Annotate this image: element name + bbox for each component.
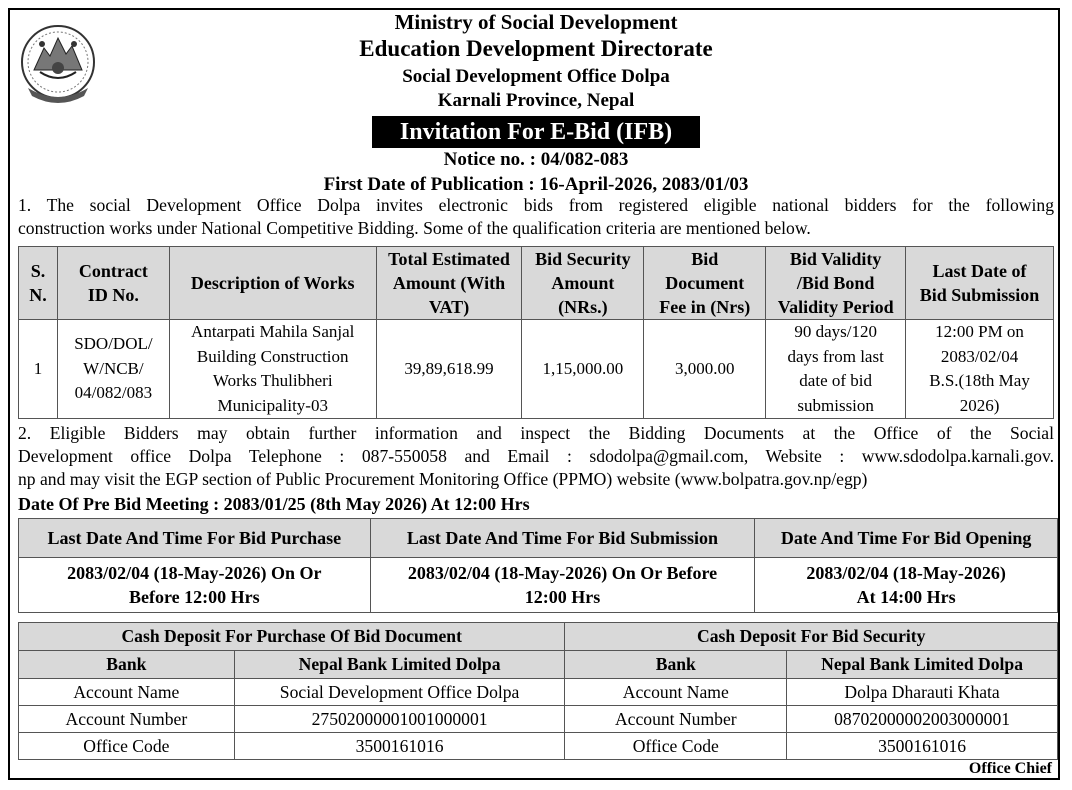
- cell-sn: 1: [19, 320, 58, 419]
- paragraph-2-line-1: 2. Eligible Bidders may obtain further information and inspect the Bidding Documents at the Office of the Social: [18, 423, 1054, 443]
- cell-bid-purchase: 2083/02/04 (18-May-2026) On Or Before 12:00 Hrs: [19, 558, 371, 613]
- header-description: Description of Works: [169, 247, 376, 320]
- header-bid-opening: Date And Time For Bid Opening: [755, 519, 1058, 558]
- header-document-fee: Bid Document Fee in (Nrs): [644, 247, 766, 320]
- cell-bid-submission: 2083/02/04 (18-May-2026) On Or Before 12:00 Hrs: [370, 558, 755, 613]
- publication-date: First Date of Publication : 16-April-2026, 2083/01/03: [323, 174, 749, 195]
- table-row: [19, 679, 1058, 706]
- paragraph-1: [18, 194, 1054, 240]
- cell-document-fee: 3,000.00: [644, 320, 766, 419]
- header-last-date: Last Date of Bid Submission: [906, 247, 1054, 320]
- right-value: 08702000002003000001: [787, 706, 1058, 733]
- row-label: Office Code: [19, 733, 235, 760]
- paragraph-1-line-2: construction works under National Competitive Bidding. Some of the qualification criteria are mentioned below.: [18, 218, 811, 238]
- right-bank-name: Nepal Bank Limited Dolpa: [787, 651, 1058, 679]
- bank-label: Bank: [19, 651, 235, 679]
- notice-title: Invitation For E-Bid (IFB): [372, 116, 700, 148]
- cell-bid-security: 1,15,000.00: [522, 320, 644, 419]
- right-value: Dolpa Dharauti Khata: [787, 679, 1058, 706]
- row-label: Account Name: [565, 679, 787, 706]
- header-total-amount: Total Estimated Amount (With VAT): [376, 247, 522, 320]
- left-value: Social Development Office Dolpa: [234, 679, 565, 706]
- cell-last-date: 12:00 PM on 2083/02/04 B.S.(18th May 2026): [906, 320, 1054, 419]
- left-value: 27502000001001000001: [234, 706, 565, 733]
- right-value: 3500161016: [787, 733, 1058, 760]
- cell-bid-opening: 2083/02/04 (18-May-2026) At 14:00 Hrs: [755, 558, 1058, 613]
- paragraph-2-line-2: Development office Dolpa Telephone : 087-550058 and Email : sdodolpa@gmail.com, Website : www.sdodolpa.karnali.gov.: [18, 446, 1054, 466]
- paragraph-1-line-1: 1. The social Development Office Dolpa invites electronic bids from registered eligible national bidders for the following: [18, 195, 1054, 215]
- province-name: Karnali Province, Nepal: [437, 90, 635, 111]
- deposit-bank-row: [19, 651, 1058, 679]
- notice-page: [8, 8, 1060, 780]
- table-row: [19, 706, 1058, 733]
- cell-description: Antarpati Mahila Sanjal Building Construction Works Thulibheri Municipality-03: [169, 320, 376, 419]
- deposit-security-title: Cash Deposit For Bid Security: [565, 623, 1058, 651]
- bid-dates-table: [18, 518, 1058, 613]
- row-label: Account Number: [19, 706, 235, 733]
- header-contract-id: Contract ID No.: [57, 247, 169, 320]
- table-row: [19, 558, 1058, 613]
- row-label: Account Name: [19, 679, 235, 706]
- cash-deposit-table: [18, 622, 1058, 760]
- header-sn: S. N.: [19, 247, 58, 320]
- directorate-name: Education Development Directorate: [359, 36, 713, 61]
- paragraph-2-line-3: np and may visit the EGP section of Public Procurement Monitoring Office (PPMO) website (www.bolpatra.gov.np/egp): [18, 469, 868, 489]
- bank-label: Bank: [565, 651, 787, 679]
- cell-bid-validity: 90 days/120 days from last date of bid submission: [766, 320, 906, 419]
- left-bank-name: Nepal Bank Limited Dolpa: [234, 651, 565, 679]
- header-bid-validity: Bid Validity /Bid Bond Validity Period: [766, 247, 906, 320]
- cell-contract-id: SDO/DOL/ W/NCB/ 04/082/083: [57, 320, 169, 419]
- header-bid-purchase: Last Date And Time For Bid Purchase: [19, 519, 371, 558]
- ministry-name: Ministry of Social Development: [394, 10, 678, 34]
- pre-bid-meeting: Date Of Pre Bid Meeting : 2083/01/25 (8th May 2026) At 12:00 Hrs: [18, 494, 530, 514]
- header-bid-security: Bid Security Amount (NRs.): [522, 247, 644, 320]
- left-value: 3500161016: [234, 733, 565, 760]
- paragraph-2: [18, 422, 1054, 491]
- dates-header-row: [19, 519, 1058, 558]
- row-label: Account Number: [565, 706, 787, 733]
- deposit-title-row: [19, 623, 1058, 651]
- works-table: [18, 246, 1054, 419]
- table-row: [19, 320, 1054, 419]
- header-bid-submission: Last Date And Time For Bid Submission: [370, 519, 755, 558]
- deposit-purchase-title: Cash Deposit For Purchase Of Bid Document: [19, 623, 565, 651]
- cell-total-amount: 39,89,618.99: [376, 320, 522, 419]
- signature-office-chief: Office Chief: [968, 760, 1052, 777]
- works-table-header-row: [19, 247, 1054, 320]
- notice-number: Notice no. : 04/082-083: [443, 149, 629, 170]
- table-row: [19, 733, 1058, 760]
- office-name: Social Development Office Dolpa: [402, 66, 670, 87]
- row-label: Office Code: [565, 733, 787, 760]
